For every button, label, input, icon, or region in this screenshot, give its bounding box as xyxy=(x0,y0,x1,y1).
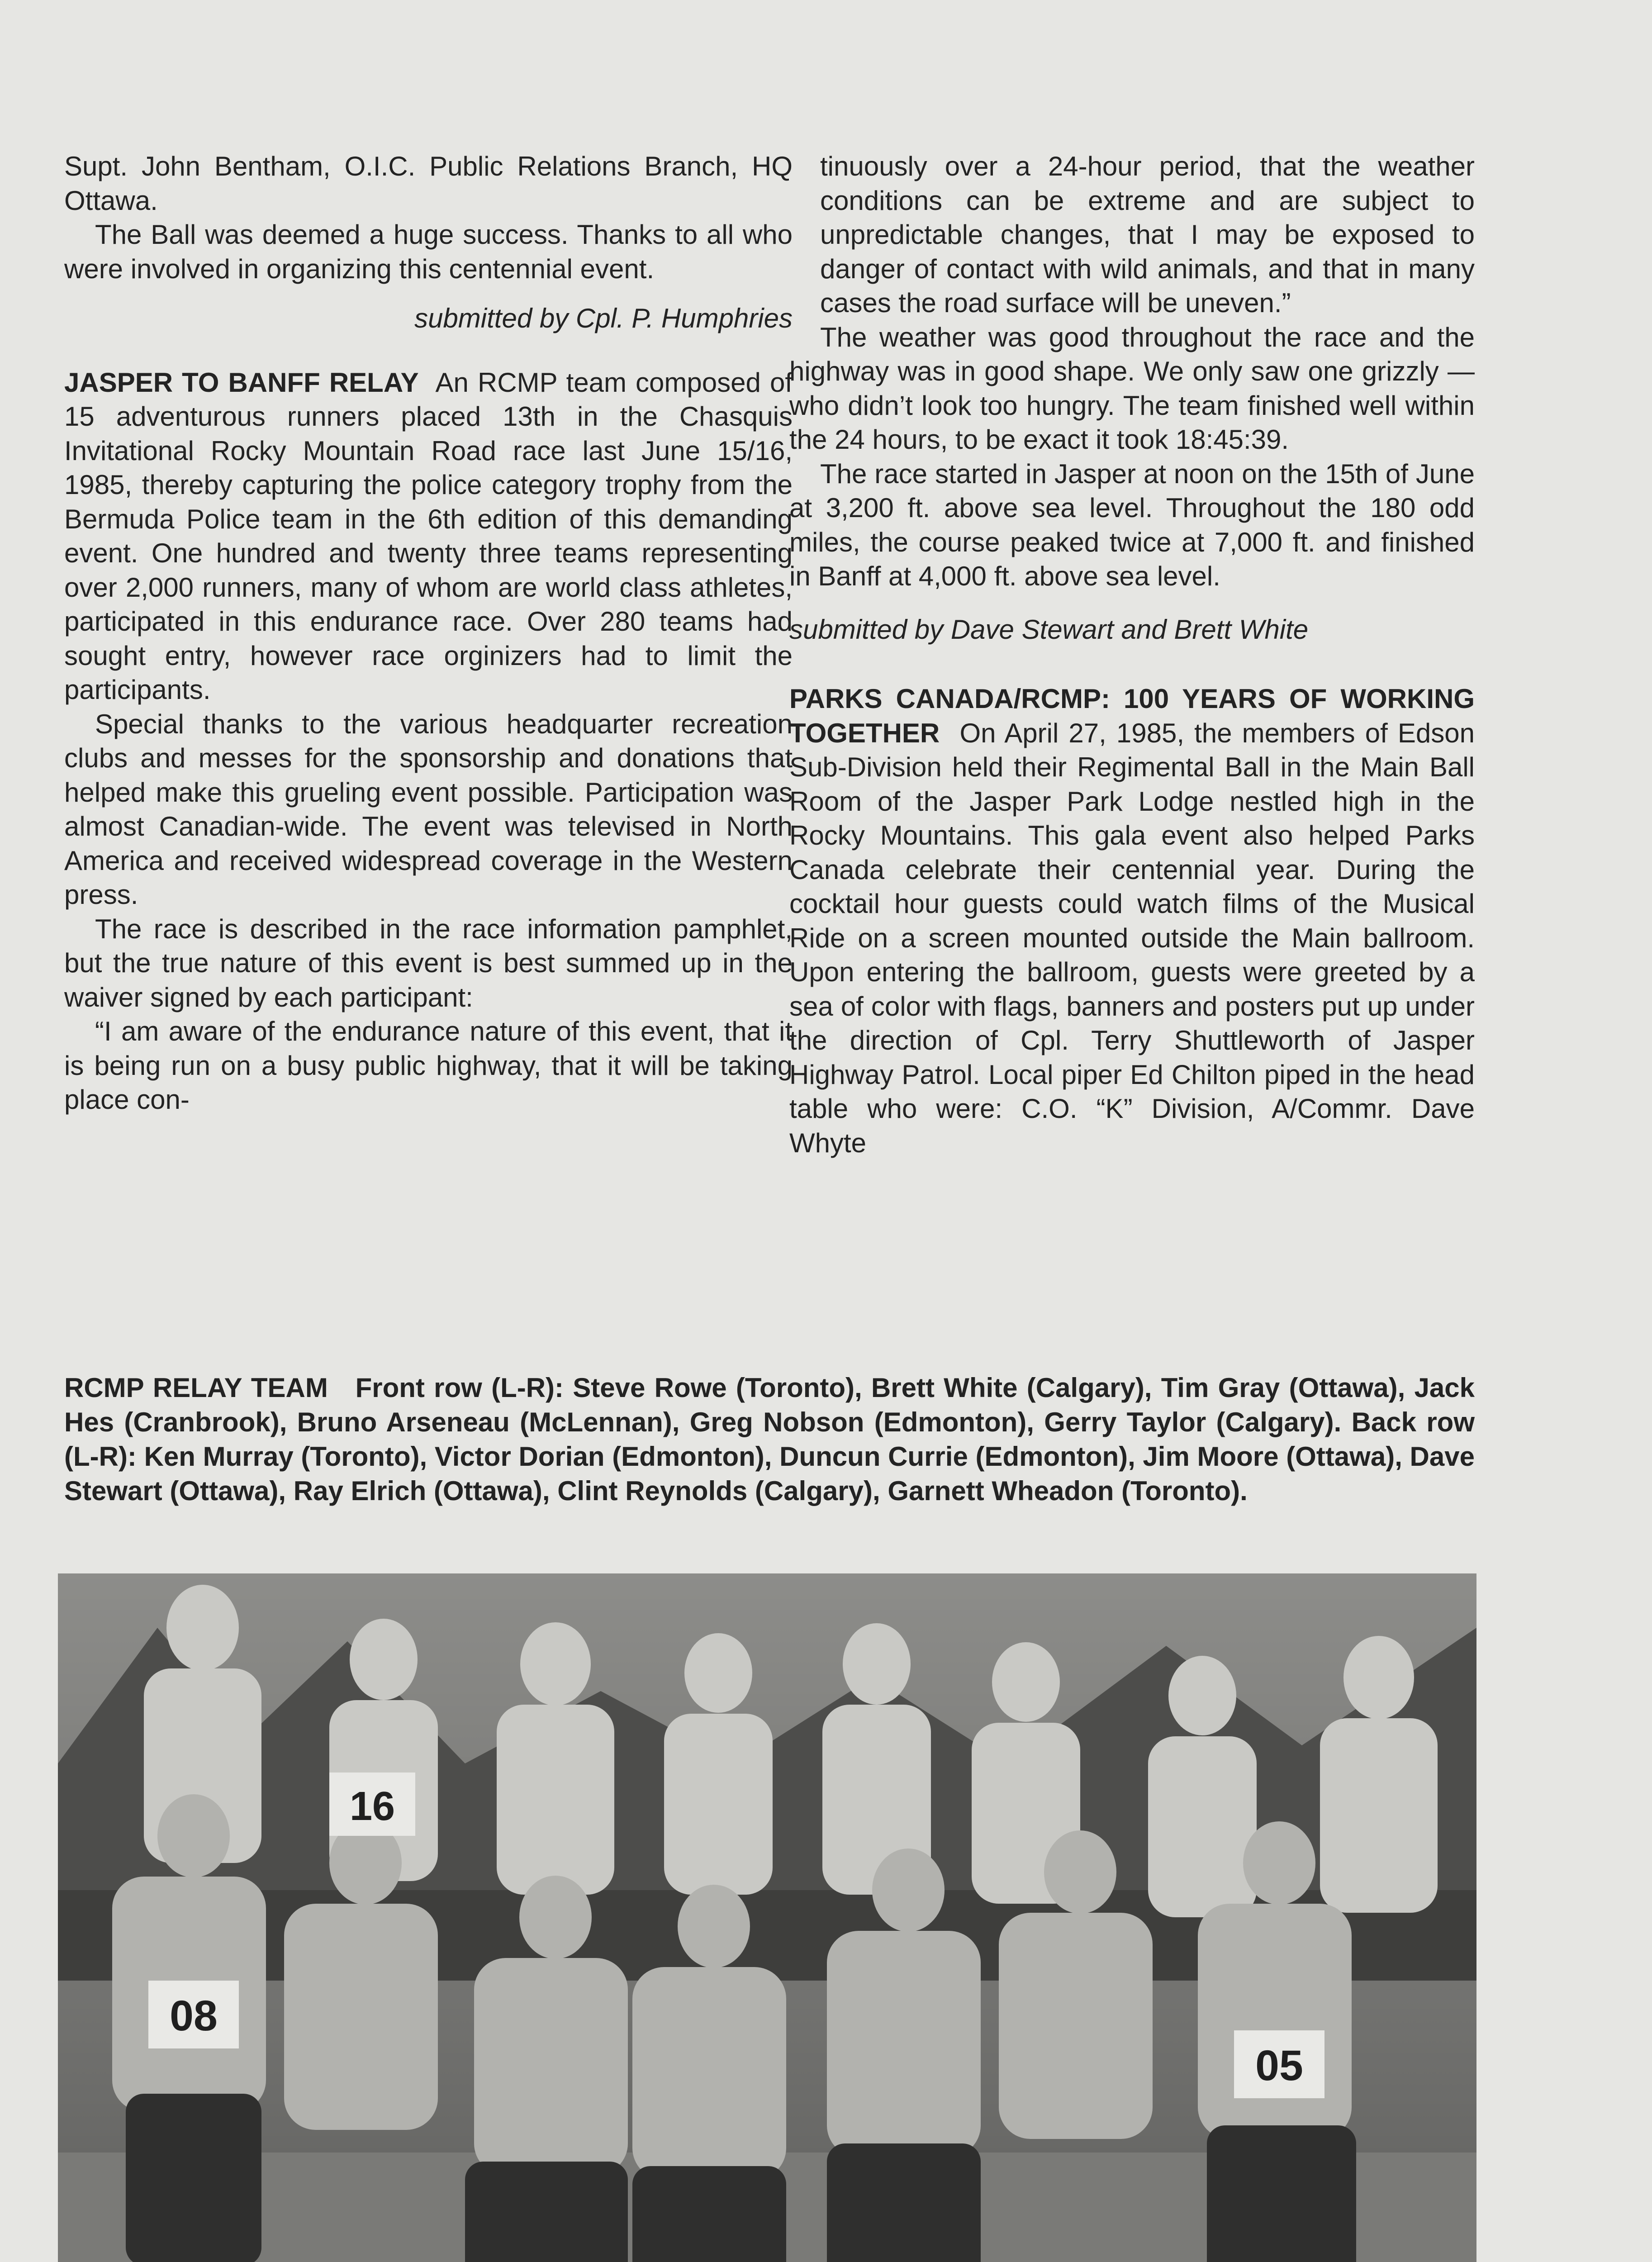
bib-number-16: 16 xyxy=(349,1784,395,1829)
paragraph-waiver-quote-start: “I am aware of the endurance nature of this event, that it is being run on a busy public highway, that it will be taking place con- xyxy=(64,1016,793,1115)
paragraph-waiver-quote-end: tinuously over a 24-hour period, that the weather conditions can be extreme and are subject to unpredictable changes, that I may be exposed to danger of contact with wild animals, and that in many cases the road surface will be uneven.” xyxy=(820,151,1475,318)
paragraph-relay-intro xyxy=(64,366,793,707)
heading-jasper-banff-relay: JASPER TO BANFF RELAY xyxy=(64,367,419,398)
team-photo xyxy=(58,1573,1476,2262)
bib-number-08: 08 xyxy=(170,1992,218,2040)
left-column xyxy=(64,149,793,1117)
paragraph-relay-waiver: The race is described in the race information pamphlet, but the true nature of this event is best summed up in the waiver signed by each participant: xyxy=(64,913,793,1012)
team-photo-illustration xyxy=(58,1573,1476,2262)
photo-caption xyxy=(64,1371,1475,1508)
caption-title: RCMP RELAY TEAM xyxy=(64,1373,328,1403)
parks-canada-text: On April 27, 1985, the members of Edson Sub-Division held their Regimental Ball in the Main Ball Room of the Jasper Park Lodge nestled high in the Rocky Mountains. This gala event also helped Parks Canada celebrate their centennial year. During the cocktail hour guests could watch films of the Musical Ride on a screen mounted outside the Main ballroom. Upon entering the ballroom, guests were greeted by a sea of color with flags, banners and posters put up under the direction of Cpl. Terry Shuttleworth of Jasper Highway Patrol. Local piper Ed Chilton piped in the head table who were: C.O. “K” Division, A/Commr. Dave Whyte xyxy=(789,718,1475,1158)
paragraph-weather: The weather was good throughout the race and the highway was in good shape. We only saw one grizzly — who didn’t look too hungry. The team finished well within the 24 hours, to be exact it took 18:45:39. xyxy=(789,322,1475,455)
heading-parks-canada-rcmp: PARKS CANADA/RCMP: 100 YEARS OF WORKING TOGETHER xyxy=(789,684,1475,748)
paragraph-relay-thanks: Special thanks to the various headquarter recreation clubs and messes for the sponsorship and donations that helped make this grueling event possible. Participation was almost Canadian-wide. The event was televised in North America and received widespread coverage in the Western press. xyxy=(64,708,793,910)
relay-intro-text: An RCMP team composed of 15 adventurous runners placed 13th in the Chasquis Invitational Rocky Mountain Road race last June 15/16, 1985, thereby capturing the police category trophy from the Bermuda Police team in the 6th edition of this demanding event. One hundred and twenty three teams representing over 2,000 runners, many of whom are world class athletes, participated in this endurance race. Over 280 teams had sought entry, however race orginizers had to limit the participants. xyxy=(64,367,793,705)
paragraph-parks-canada xyxy=(789,682,1475,1160)
paragraph-race-course: The race started in Jasper at noon on the 15th of June at 3,200 ft. above sea level. Throughout the 180 odd miles, the course peaked twice at 7,000 ft. and finished in Banff at 4,000 ft. above sea level. xyxy=(789,458,1475,591)
right-column xyxy=(789,149,1475,1160)
caption-text: Front row (L-R): Steve Rowe (Toronto), Brett White (Calgary), Tim Gray (Ottawa), Jack Hes (Cranbrook), Bruno Arseneau (McLennan), Greg Nobson (Edmonton), Gerry Taylor (Calgary). Back row (L-R): Ken Murray (Toronto), Victor Dorian (Edmonton), Duncun Currie (Edmonton), Jim Moore (Ottawa), Dave Stewart (Ottawa), Ray Elrich (Ottawa), Clint Reynolds (Calgary), Garnett Wheadon (Toronto). xyxy=(64,1373,1475,1506)
byline-humphries: submitted by Cpl. P. Humphries xyxy=(414,303,793,333)
byline-stewart-white: submitted by Dave Stewart and Brett White xyxy=(789,614,1309,645)
bib-number-05: 05 xyxy=(1255,2042,1303,2090)
paragraph-ball-continued: Supt. John Bentham, O.I.C. Public Relations Branch, HQ Ottawa. xyxy=(64,151,793,216)
paragraph-ball-success: The Ball was deemed a huge success. Thanks to all who were involved in organizing this centennial event. xyxy=(64,219,793,284)
